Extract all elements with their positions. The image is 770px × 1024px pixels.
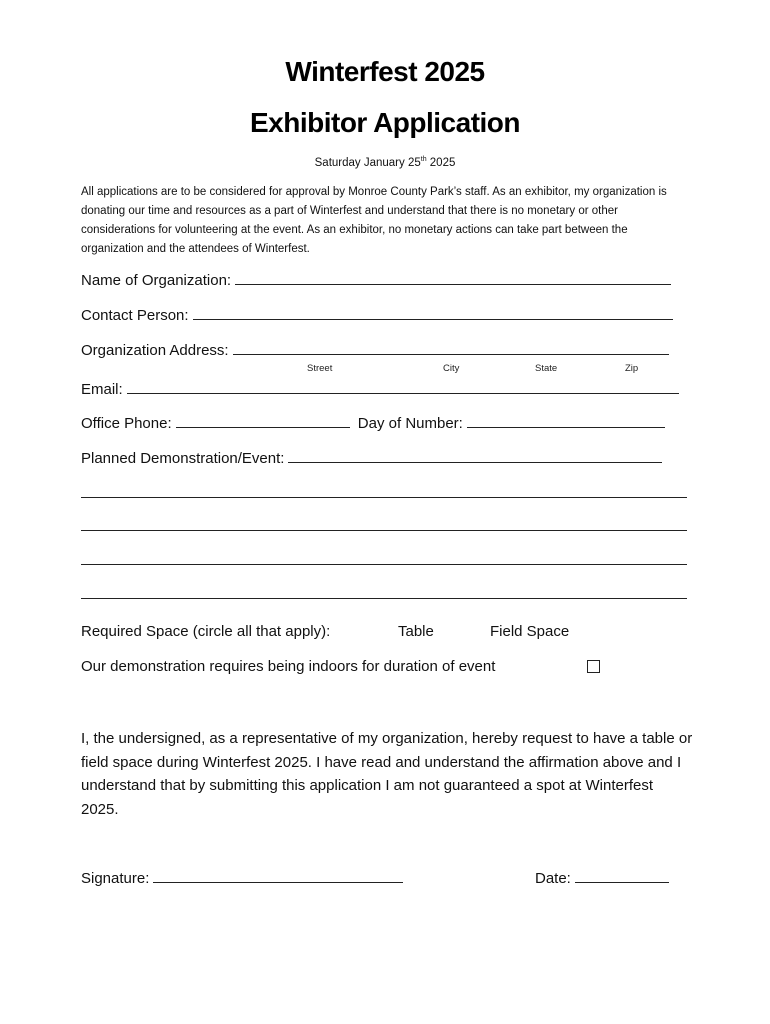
street-sublabel: Street (307, 363, 333, 374)
date-field[interactable] (575, 868, 669, 883)
phone-row (81, 413, 665, 432)
planned-demo-line-4[interactable] (81, 598, 687, 599)
email-row (81, 379, 679, 398)
event-date-year: 2025 (426, 156, 456, 169)
email-field[interactable] (127, 379, 679, 394)
field-space-option[interactable]: Field Space (490, 623, 570, 640)
city-sublabel: City (443, 363, 460, 374)
event-date (0, 156, 770, 169)
date-group (535, 868, 669, 887)
planned-demo-field[interactable] (288, 448, 662, 463)
event-date-ordinal: th (420, 156, 427, 163)
planned-demo-row (81, 448, 662, 467)
contact-person-label: Contact Person: (81, 307, 189, 324)
office-phone-field[interactable] (176, 413, 350, 428)
signature-row (81, 868, 701, 890)
event-date-text: Saturday January 25 (314, 156, 421, 169)
date-label: Date: (535, 870, 571, 887)
organization-address-field[interactable] (233, 340, 669, 355)
indoor-requirement-row (81, 658, 701, 680)
zip-sublabel: Zip (625, 363, 639, 374)
day-of-number-field[interactable] (467, 413, 665, 428)
form-subtitle: Exhibitor Application (249, 107, 521, 138)
planned-demo-line-1[interactable] (81, 497, 687, 498)
office-phone-label: Office Phone: (81, 415, 172, 432)
form-title: Winterfest 2025 (285, 56, 485, 87)
organization-address-row (81, 340, 669, 359)
address-sublabels (0, 363, 770, 377)
signature-label: Signature: (81, 870, 150, 887)
signature-field[interactable] (153, 868, 403, 883)
affirmation-paragraph: I, the undersigned, as a representative of my organization, hereby request to have a table or field space during Winterfest 2025. I have read and understand the affirmation above and I understand that by submitting this application I am not guaranteed a spot at Winterfest 2025. (81, 730, 693, 818)
organization-name-field[interactable] (235, 270, 671, 285)
contact-person-field[interactable] (193, 305, 673, 320)
intro-paragraph: All applications are to be considered for approval by Monroe County Park’s staff. As an exhibitor, my organization is donating our time and resources as a part of Winterfest and understand that there is no monetary or other considerations for volunteering at the event. As an exhibitor, no monetary actions can take part between the organization and the attendees of Winterfest. (81, 186, 667, 255)
organization-address-label: Organization Address: (81, 342, 229, 359)
table-option[interactable]: Table (398, 623, 434, 640)
required-space-label: Required Space (circle all that apply): (81, 623, 331, 640)
required-space-row (81, 623, 701, 643)
organization-name-row (81, 270, 671, 289)
signature-group (81, 868, 403, 887)
planned-demo-line-2[interactable] (81, 530, 687, 531)
contact-person-row (81, 305, 673, 324)
indoor-checkbox[interactable] (587, 660, 600, 673)
planned-demo-line-3[interactable] (81, 564, 687, 565)
planned-demo-label: Planned Demonstration/Event: (81, 450, 285, 467)
day-of-number-label: Day of Number: (357, 415, 463, 432)
state-sublabel: State (535, 363, 558, 374)
indoor-requirement-label: Our demonstration requires being indoors for duration of event (81, 658, 496, 675)
organization-name-label: Name of Organization: (81, 272, 232, 289)
email-label: Email: (81, 381, 123, 398)
